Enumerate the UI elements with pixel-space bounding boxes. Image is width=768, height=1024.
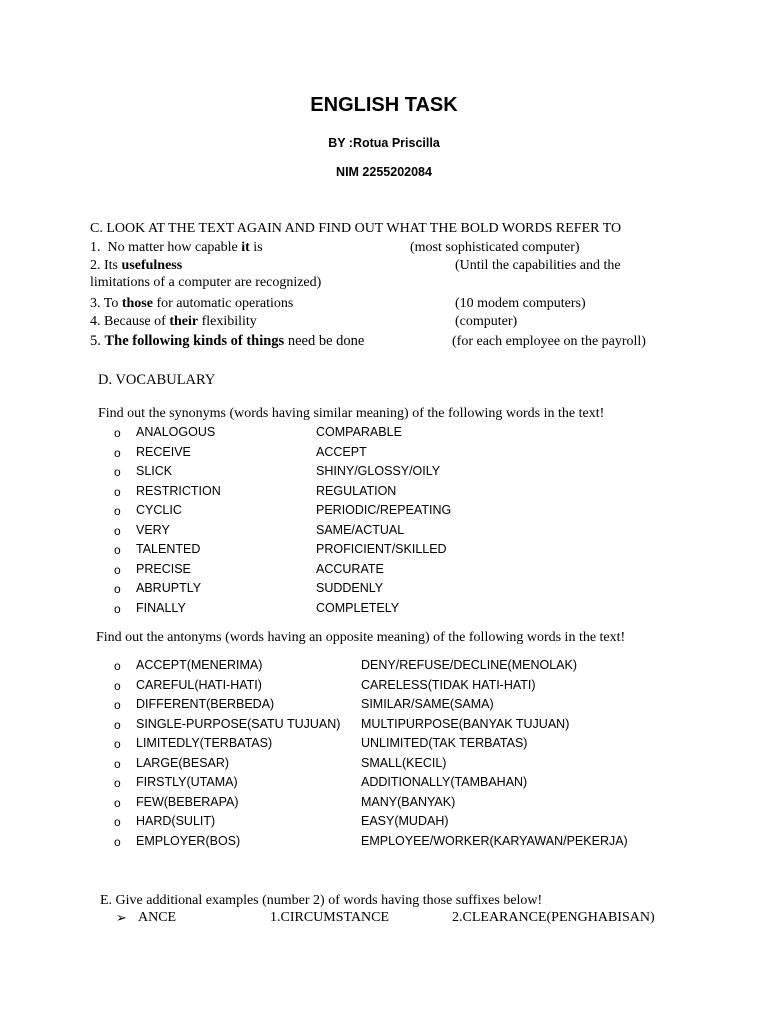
- list-word: TALENTED: [136, 542, 201, 556]
- list-word: CAREFUL(HATI-HATI): [136, 677, 262, 692]
- list-word: EMPLOYER(BOS): [136, 833, 241, 848]
- list-answer: CARELESS(TIDAK HATI-HATI): [361, 677, 536, 692]
- bullet-icon: o: [114, 678, 121, 693]
- bullet-icon: o: [114, 504, 121, 518]
- item-pre: No matter how capable: [100, 240, 242, 255]
- item-post: for automatic operations: [152, 296, 294, 311]
- list-word: CYCLIC: [136, 503, 182, 517]
- antonyms-prompt: Find out the antonyms (words having an opposite meaning) of the following words in the text!: [96, 630, 626, 645]
- list-answer: DENY/REFUSE/DECLINE(MENOLAK): [361, 658, 578, 672]
- list-answer: SHINY/GLOSSY/OILY: [316, 464, 441, 478]
- list-answer: ACCEPT: [316, 444, 367, 459]
- author-line: BY :Rotua Priscilla: [328, 136, 440, 150]
- item-post: is: [249, 240, 263, 255]
- bullet-icon: o: [114, 543, 121, 557]
- bullet-icon: o: [114, 445, 121, 460]
- bullet-icon: o: [114, 795, 121, 810]
- item-number: 4.: [90, 314, 101, 329]
- bullet-icon: o: [114, 834, 121, 849]
- bullet-icon: o: [114, 601, 121, 616]
- bullet-icon: o: [114, 776, 121, 790]
- suffix-example-2: 2.CLEARANCE(PENGHABISAN): [452, 910, 655, 925]
- item-number: 5.: [90, 333, 101, 349]
- nim-line: NIM 2255202084: [336, 165, 432, 179]
- bullet-icon: o: [114, 737, 121, 751]
- section-c-heading: C. LOOK AT THE TEXT AGAIN AND FIND OUT WHAT THE BOLD WORDS REFER TO: [90, 221, 622, 236]
- list-word: DIFFERENT(BERBEDA): [136, 697, 275, 711]
- list-answer: SAME/ACTUAL: [316, 522, 405, 537]
- bullet-icon: o: [114, 815, 121, 829]
- list-word: ACCEPT(MENERIMA): [136, 658, 263, 672]
- list-answer: MANY(BANYAK): [361, 794, 456, 809]
- list-answer: ACCURATE: [316, 561, 384, 576]
- list-word: FINALLY: [136, 600, 186, 615]
- item-bold-word: usefulness: [121, 258, 183, 273]
- list-word: RECEIVE: [136, 444, 191, 459]
- item-number: 2.: [90, 258, 101, 273]
- section-c-answer-1: (most sophisticated computer): [410, 240, 580, 255]
- section-e-heading: E. Give additional examples (number 2) of words having those suffixes below!: [100, 893, 543, 908]
- suffix-label: ANCE: [138, 910, 177, 925]
- list-answer: PERIODIC/REPEATING: [316, 503, 452, 517]
- item-post: flexibility: [198, 314, 257, 329]
- section-c-answer-4: (computer): [455, 314, 518, 329]
- item-pre: Its: [100, 258, 122, 273]
- list-word: FIRSTLY(UTAMA): [136, 775, 238, 789]
- section-c-item-4: [90, 314, 257, 330]
- list-answer: MULTIPURPOSE(BANYAK TUJUAN): [361, 716, 570, 731]
- section-c-answer-2-continuation: limitations of a computer are recognized): [90, 275, 322, 290]
- synonyms-prompt: Find out the synonyms (words having similar meaning) of the following words in the text!: [98, 406, 605, 421]
- list-answer: SIMILAR/SAME(SAMA): [361, 697, 494, 711]
- list-word: FEW(BEBERAPA): [136, 794, 239, 809]
- item-bold-word: those: [121, 296, 153, 311]
- section-c-item-3: [90, 296, 293, 312]
- bullet-icon: o: [114, 659, 121, 673]
- section-c-answer-2: (Until the capabilities and the: [455, 258, 621, 273]
- bullet-icon: o: [114, 465, 121, 479]
- list-word: HARD(SULIT): [136, 814, 216, 828]
- bullet-icon: o: [114, 717, 121, 732]
- list-word: LARGE(BESAR): [136, 755, 230, 770]
- document-title: ENGLISH TASK: [310, 94, 458, 116]
- list-word: ABRUPTLY: [136, 581, 202, 595]
- list-answer: EASY(MUDAH): [361, 814, 449, 828]
- list-word: PRECISE: [136, 561, 191, 576]
- item-bold-word: The following kinds of things: [104, 333, 285, 349]
- item-pre: To: [100, 296, 122, 311]
- arrow-bullet-icon: ➢: [116, 910, 127, 925]
- section-c-item-1: [90, 240, 263, 256]
- list-answer: EMPLOYEE/WORKER(KARYAWAN/PEKERJA): [361, 833, 628, 848]
- section-c-answer-3: (10 modem computers): [455, 296, 586, 311]
- list-answer: COMPLETELY: [316, 600, 400, 615]
- list-answer: PROFICIENT/SKILLED: [316, 542, 447, 556]
- list-answer: COMPARABLE: [316, 425, 402, 439]
- list-word: LIMITEDLY(TERBATAS): [136, 736, 273, 750]
- section-d-heading: D. VOCABULARY: [98, 372, 216, 388]
- list-answer: UNLIMITED(TAK TERBATAS): [361, 736, 528, 750]
- list-word: SLICK: [136, 464, 173, 478]
- list-answer: SMALL(KECIL): [361, 755, 447, 770]
- bullet-icon: o: [114, 582, 121, 596]
- item-number: 1.: [90, 240, 101, 255]
- suffix-example-1: 1.CIRCUMSTANCE: [270, 910, 390, 925]
- list-word: VERY: [136, 522, 170, 537]
- bullet-icon: o: [114, 484, 121, 499]
- section-c-item-2: [90, 258, 182, 274]
- list-word: SINGLE-PURPOSE(SATU TUJUAN): [136, 716, 341, 731]
- bullet-icon: o: [114, 756, 121, 771]
- item-pre: Because of: [100, 314, 170, 329]
- bullet-icon: o: [114, 698, 121, 712]
- item-bold-word: their: [169, 314, 199, 329]
- list-word: RESTRICTION: [136, 483, 221, 498]
- item-bold-word: it: [241, 240, 250, 255]
- list-word: ANALOGOUS: [136, 425, 216, 439]
- list-answer: REGULATION: [316, 483, 397, 498]
- list-answer: ADDITIONALLY(TAMBAHAN): [361, 775, 528, 789]
- section-c-item-5: [90, 333, 364, 350]
- bullet-icon: o: [114, 426, 121, 440]
- item-post: need be done: [284, 333, 365, 349]
- list-answer: SUDDENLY: [316, 581, 384, 595]
- section-c-answer-5: (for each employee on the payroll): [452, 334, 646, 349]
- bullet-icon: o: [114, 523, 121, 538]
- item-number: 3.: [90, 296, 101, 311]
- bullet-icon: o: [114, 562, 121, 577]
